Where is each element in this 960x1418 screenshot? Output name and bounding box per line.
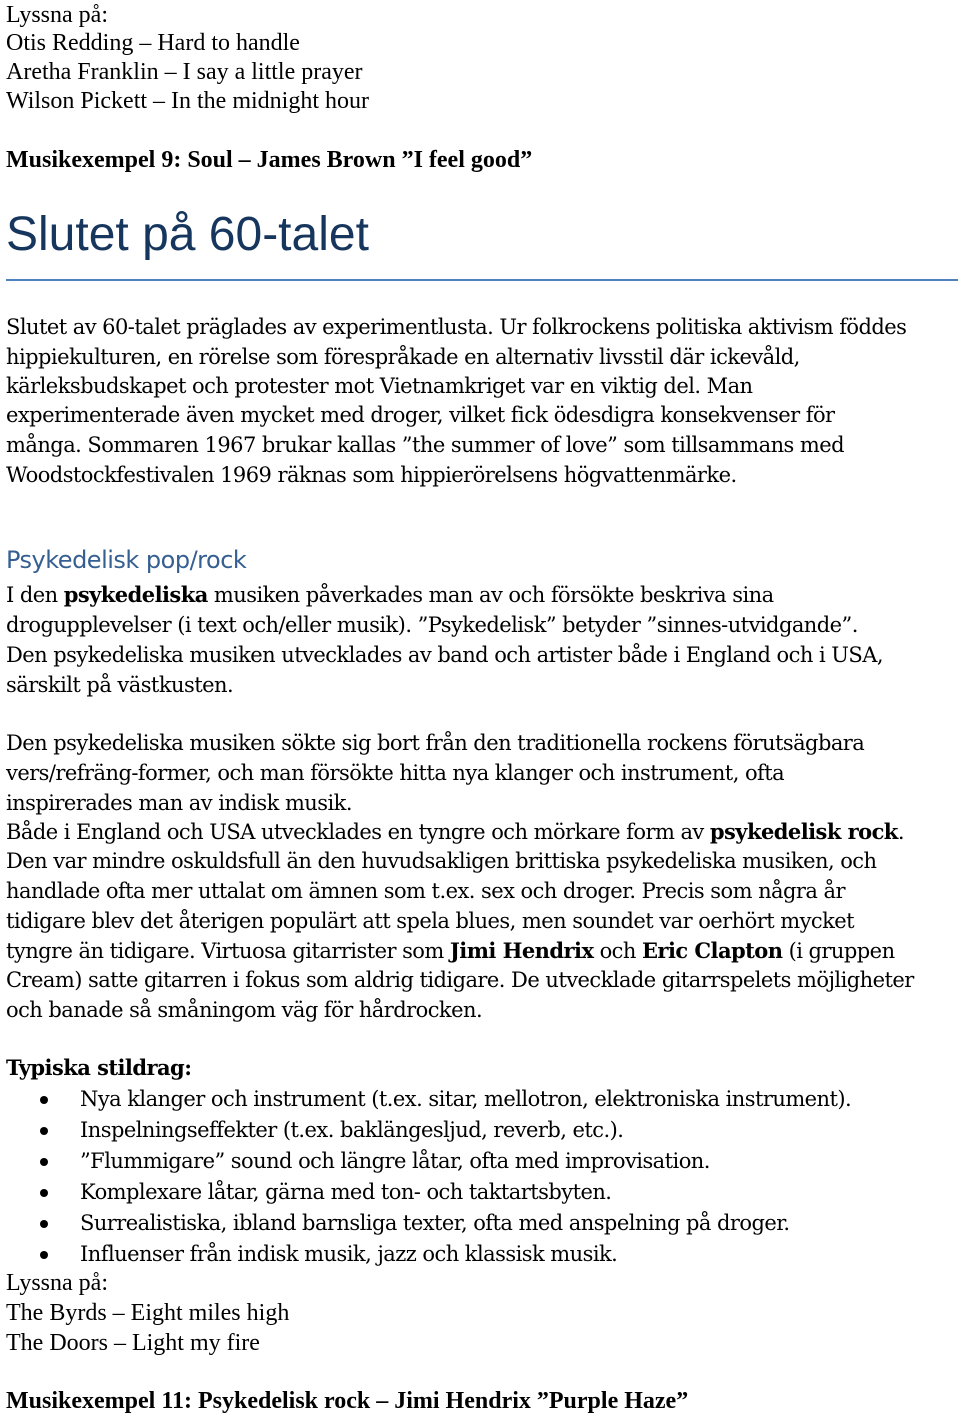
text-run: och: [593, 939, 642, 963]
music-example-11: Musikexempel 11: Psykedelisk rock – Jimi Hendrix ”Purple Haze”: [6, 1388, 689, 1414]
text-run: (i gruppen: [782, 939, 895, 963]
list-item-text: Komplexare låtar, gärna med ton- och taktartsbyten.: [80, 1180, 612, 1204]
text-run: tyngre än tidigare. Virtuosa gitarrister som: [6, 939, 450, 963]
bold-term: Jimi Hendrix: [449, 938, 594, 963]
paragraph-line: Slutet av 60-talet präglades av experimentlusta. Ur folkrockens politiska aktivism föddes: [6, 315, 907, 339]
bullet-icon: [40, 1158, 48, 1166]
paragraph-line: Den psykedeliska musiken utvecklades av band och artister både i England och i USA,: [6, 643, 883, 667]
paragraph-line: inspirerades man av indisk musik.: [6, 791, 352, 815]
psychedelic-heading: Psykedelisk pop/rock: [6, 546, 247, 574]
paragraph-line: handlade ofta mer uttalat om ämnen som t.ex. sex och droger. Precis som några år: [6, 879, 845, 903]
paragraph-line: tidigare blev det återigen populärt att spela blues, men soundet var oerhört mycket: [6, 909, 855, 933]
track-item: Otis Redding – Hard to handle: [6, 30, 300, 56]
list-item-text: ”Flummigare” sound och längre låtar, ofta med improvisation.: [80, 1149, 710, 1173]
track-item: Aretha Franklin – I say a little prayer: [6, 59, 363, 85]
paragraph-line: Den psykedeliska musiken sökte sig bort från den traditionella rockens förutsägbara: [6, 731, 865, 755]
track-item: Wilson Pickett – In the midnight hour: [6, 88, 369, 114]
bold-term: psykedeliska: [63, 582, 208, 607]
paragraph-line: Den var mindre oskuldsfull än den huvudsakligen brittiska psykedeliska musiken, och: [6, 849, 877, 873]
track-item: The Doors – Light my fire: [6, 1330, 260, 1356]
paragraph-line: Woodstockfestivalen 1969 räknas som hippierörelsens högvattenmärke.: [6, 463, 737, 487]
paragraph-line: många. Sommaren 1967 brukar kallas ”the summer of love” som tillsammans med: [6, 433, 845, 457]
paragraph-line: vers/refräng-former, och man försökte hitta nya klanger och instrument, ofta: [6, 761, 785, 785]
paragraph-line: drogupplevelser (i text och/eller musik). ”Psykedelisk” betyder ”sinnes-utvidgande”.: [6, 613, 858, 637]
bullet-icon: [40, 1096, 48, 1104]
list-item-text: Nya klanger och instrument (t.ex. sitar, mellotron, elektroniska instrument).: [80, 1087, 852, 1111]
title-underline: [6, 279, 958, 281]
text-run: I den: [6, 583, 64, 607]
bullet-icon: [40, 1220, 48, 1228]
bullet-icon: [40, 1189, 48, 1197]
bold-term: Eric Clapton: [641, 938, 783, 963]
paragraph-line: [6, 817, 904, 847]
list-item-text: Surrealistiska, ibland barnsliga texter, ofta med anspelning på droger.: [80, 1211, 790, 1235]
paragraph-line: hippiekulturen, en rörelse som förespråkade en alternativ livsstil där ickevåld,: [6, 345, 800, 369]
text-run: Både i England och USA utvecklades en tyngre och mörkare form av: [6, 820, 710, 844]
paragraph-line: kärleksbudskapet och protester mot Vietnamkriget var en viktig del. Man: [6, 374, 753, 398]
paragraph-line: och banade så småningom väg för hårdrocken.: [6, 998, 483, 1022]
bullet-icon: [40, 1127, 48, 1135]
listen-label: Lyssna på:: [6, 1270, 108, 1296]
text-run: musiken påverkades man av och försökte beskriva sina: [207, 583, 774, 607]
list-item-text: Inspelningseffekter (t.ex. baklängesljud, reverb, etc.).: [80, 1118, 624, 1142]
paragraph-line: [6, 580, 774, 610]
paragraph-line: särskilt på västkusten.: [6, 673, 234, 697]
paragraph-line: Cream) satte gitarren i fokus som aldrig tidigare. De utvecklade gitarrspelets möjligheter: [6, 968, 914, 992]
list-item-text: Influenser från indisk musik, jazz och klassisk musik.: [80, 1242, 618, 1266]
bullet-icon: [40, 1251, 48, 1259]
section-title: Slutet på 60-talet: [6, 208, 369, 261]
bold-term: psykedelisk rock: [709, 819, 898, 844]
music-example-9: Musikexempel 9: Soul – James Brown ”I feel good”: [6, 147, 533, 173]
paragraph-line: experimenterade även mycket med droger, vilket fick ödesdigra konsekvenser för: [6, 403, 835, 427]
traits-heading: Typiska stildrag:: [6, 1055, 192, 1080]
paragraph-line: [6, 936, 895, 966]
track-item: The Byrds – Eight miles high: [6, 1300, 290, 1326]
listen-label: Lyssna på:: [6, 2, 108, 28]
text-run: .: [897, 820, 904, 844]
